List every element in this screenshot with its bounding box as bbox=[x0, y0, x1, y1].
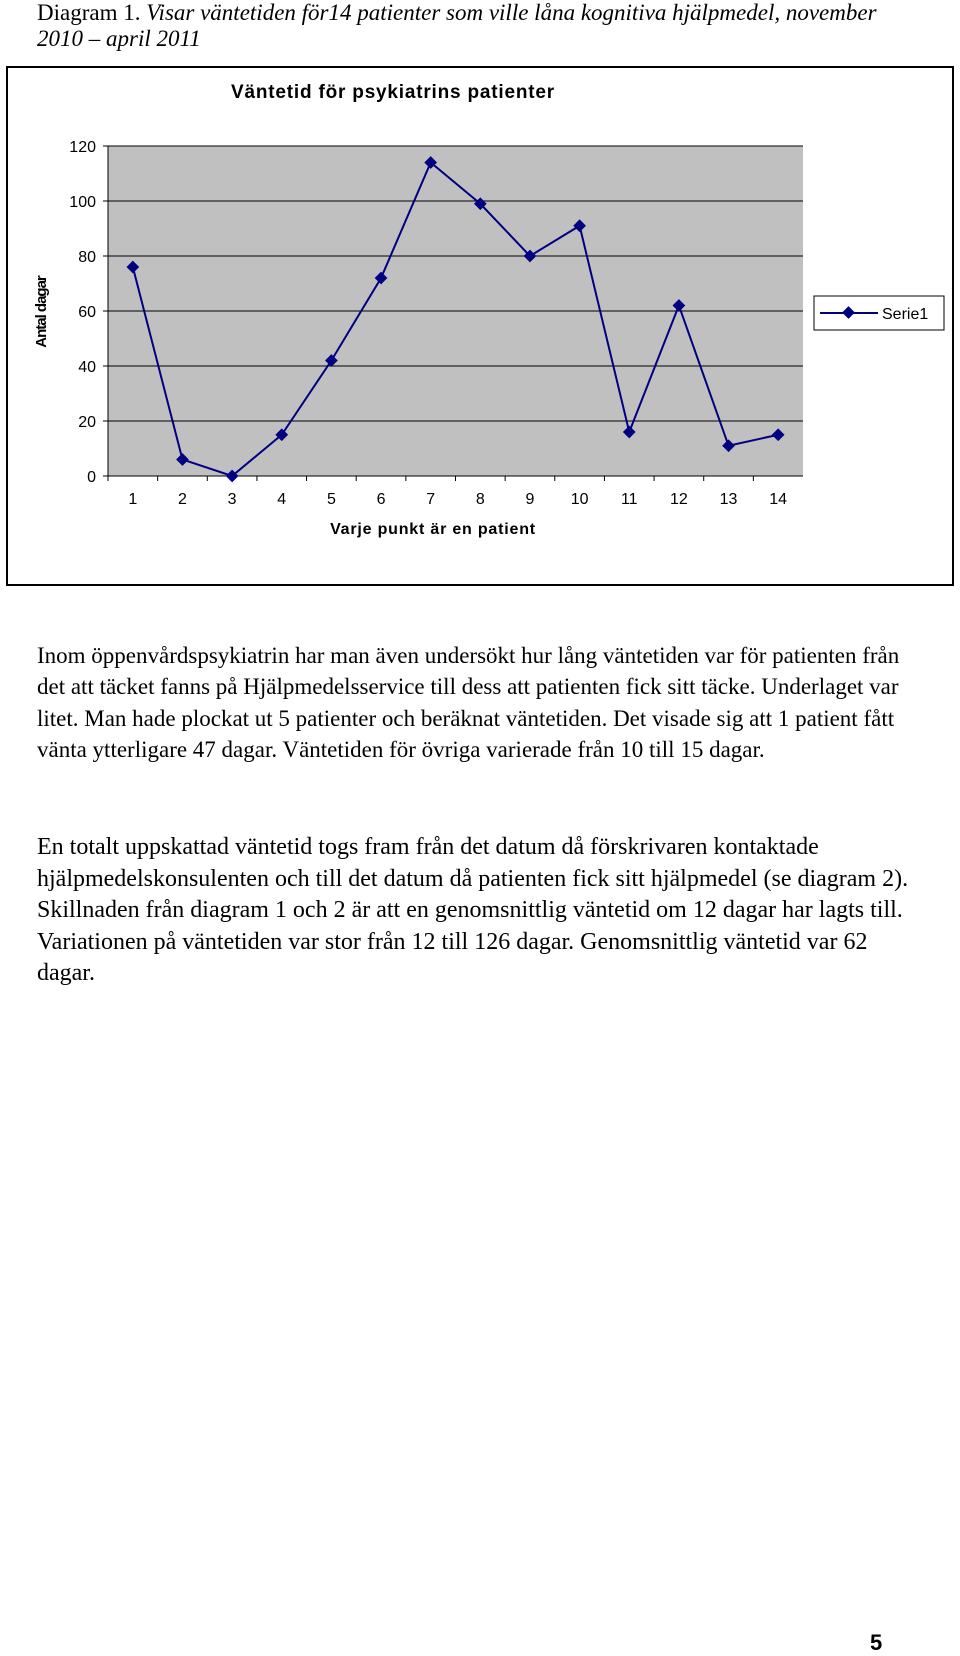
legend bbox=[814, 296, 944, 330]
x-tick-label: 13 bbox=[719, 491, 738, 508]
y-tick-label: 80 bbox=[78, 249, 96, 266]
page-number: 5 bbox=[870, 1630, 883, 1655]
x-tick-label: 3 bbox=[227, 491, 237, 508]
caption-text: Visar väntetiden för14 patienter som ville låna kognitiva hjälpmedel, november 2010 – april 2011 bbox=[37, 0, 877, 51]
y-tick-label: 20 bbox=[78, 414, 96, 431]
x-tick-label: 12 bbox=[669, 491, 688, 508]
y-tick-label: 100 bbox=[69, 194, 96, 211]
y-axis-label: Antal dagar bbox=[33, 276, 50, 348]
caption-label: Diagram 1. bbox=[37, 0, 141, 25]
line-chart bbox=[8, 68, 952, 584]
chart-frame bbox=[6, 66, 954, 586]
x-tick-label: 7 bbox=[426, 491, 436, 508]
x-tick-label: 4 bbox=[277, 491, 287, 508]
x-axis-label: Varje punkt är en patient bbox=[330, 521, 536, 538]
paragraph-1: Inom öppenvårdspsykiatrin har man även undersökt hur lång väntetiden var för patienten från det att täcket fanns på Hjälpmedelsservice till dess att patienten fick sitt täcke. Underlaget var litet. Man hade plockat ut 5 patienter och beräknat väntetiden. Det visade sig att 1 patient fått vänta ytterligare 47 dagar. Väntetiden för övriga varierade från 10 till 15 dagar. bbox=[37, 643, 900, 762]
legend-label: Serie1 bbox=[882, 306, 929, 323]
x-tick-label: 1 bbox=[128, 491, 138, 508]
y-tick-label: 60 bbox=[78, 304, 96, 321]
x-axis-ticks bbox=[108, 476, 787, 508]
chart-title: Väntetid för psykiatrins patienter bbox=[231, 82, 555, 103]
x-tick-label: 6 bbox=[376, 491, 386, 508]
x-tick-label: 11 bbox=[620, 491, 638, 508]
x-tick-label: 5 bbox=[326, 491, 336, 508]
x-tick-label: 2 bbox=[178, 491, 187, 508]
x-tick-label: 10 bbox=[570, 491, 589, 508]
x-tick-label: 8 bbox=[475, 491, 485, 508]
y-axis-ticks bbox=[69, 139, 108, 486]
figure-caption bbox=[37, 0, 917, 52]
paragraph-2: En totalt uppskattad väntetid togs fram från det datum då förskrivaren kontaktade hjälpmedelskonsulenten och till det datum då patienten fick sitt hjälpmedel (se diagram 2). Skillnaden från diagram 1 och 2 är att en genomsnittlig väntetid om 12 dagar har lagts till. Variationen på väntetiden var stor från 12 till 126 dagar. Genomsnittlig väntetid var 62 dagar. bbox=[37, 834, 909, 986]
y-tick-label: 40 bbox=[78, 359, 96, 376]
x-tick-label: 9 bbox=[525, 491, 535, 508]
x-tick-label: 14 bbox=[769, 491, 788, 508]
y-tick-label: 120 bbox=[69, 139, 96, 156]
y-tick-label: 0 bbox=[87, 469, 96, 486]
